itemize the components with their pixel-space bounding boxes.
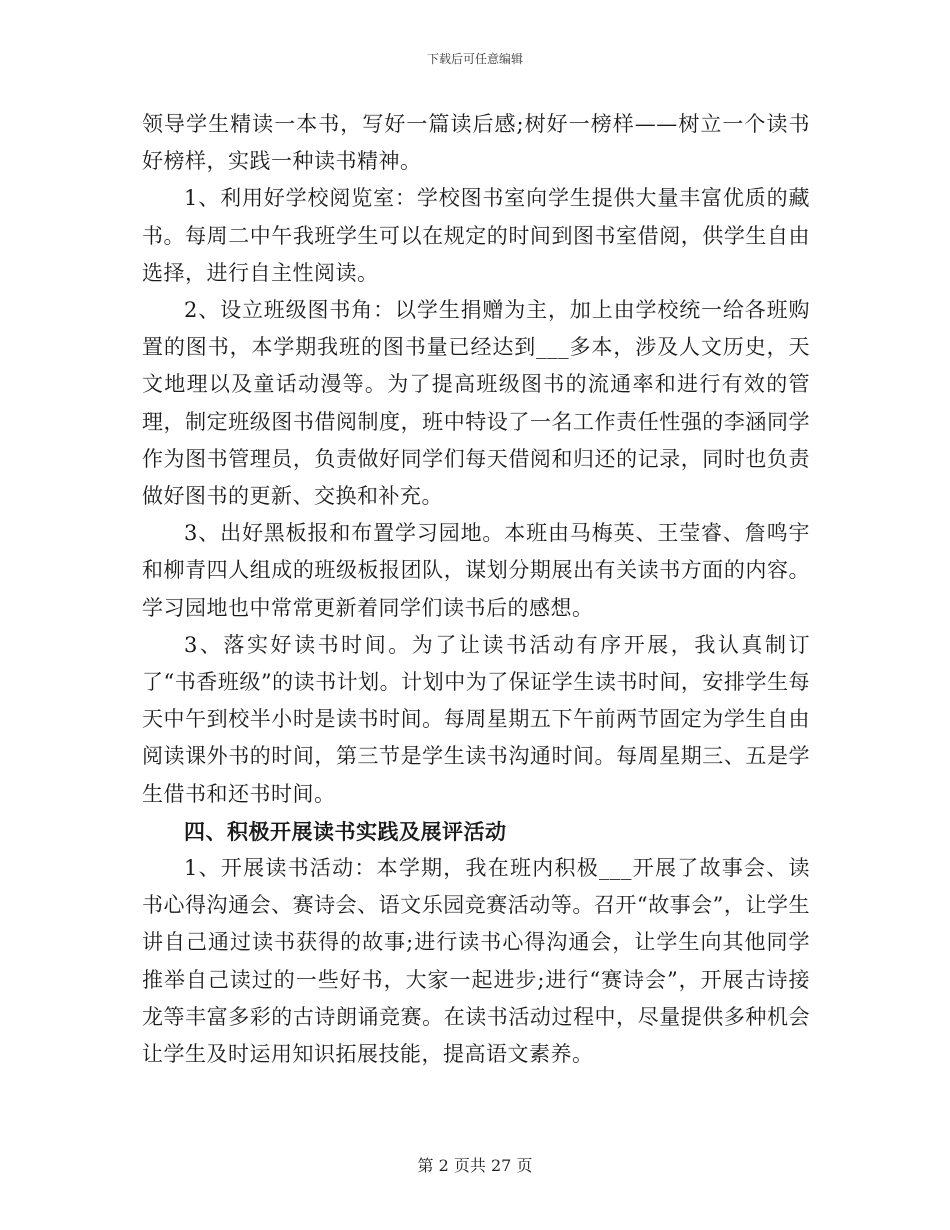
page-number: 第 2 页共 27 页 bbox=[417, 1156, 533, 1175]
paragraph-blackboard: 3、出好黑板报和布置学习园地。本班由马梅英、王莹睿、詹鸣宇和柳青四人组成的班级板报团队，谋划分期展出有关读书方面的内容。学习园地也中常常更新着同学们读书后的感想。 bbox=[142, 521, 810, 620]
paragraph-reading-activities: 1、开展读书活动：本学期，我在班内积极___开展了故事会、读书心得沟通会、赛诗会、语文乐园竞赛活动等。召开“故事会”，让学生讲自己通过读书获得的故事;进行读书心得沟通会，让学生向其他同学推举自己读过的一些好书，大家一起进步;进行“赛诗会”，开展古诗接龙等丰富多彩的古诗朗诵竞赛。在读书活动过程中，尽量提供多种机会让学生及时运用知识拓展技能，提高语文素养。 bbox=[142, 856, 810, 1067]
paragraph-reading-time: 3、落实好读书时间。为了让读书活动有序开展，我认真制订了“书香班级”的读书计划。计划中为了保证学生读书时间，安排学生每天中午到校半小时是读书时间。每周星期五下午前两节固定为学生自由阅读课外书的时间，第三节是学生读书沟通时间。每周星期三、五是学生借书和还书时间。 bbox=[142, 632, 810, 806]
section-heading: 四、积极开展读书实践及展评活动 bbox=[184, 818, 507, 844]
paragraph-continuation: 领导学生精读一本书，写好一篇读后感;树好一榜样——树立一个读书好榜样，实践一种读书精神。 bbox=[142, 112, 810, 174]
paragraph-reading-room: 1、利用好学校阅览室：学校图书室向学生提供大量丰富优质的藏书。每周二中午我班学生可以在规定的时间到图书室借阅，供学生自由选择，进行自主性阅读。 bbox=[142, 186, 810, 285]
document-body bbox=[142, 106, 810, 1073]
paragraph-book-corner: 2、设立班级图书角：以学生捐赠为主，加上由学校统一给各班购置的图书，本学期我班的图书量已经达到___多本，涉及人文历史，天文地理以及童话动漫等。为了提高班级图书的流通率和进行有效的管理，制定班级图书借阅制度，班中特设了一名工作责任性强的李涵同学作为图书管理员，负责做好同学们每天借阅和归还的记录，同时也负责做好图书的更新、交换和补充。 bbox=[142, 298, 810, 509]
page-header: 下载后可任意编辑 bbox=[426, 52, 523, 66]
